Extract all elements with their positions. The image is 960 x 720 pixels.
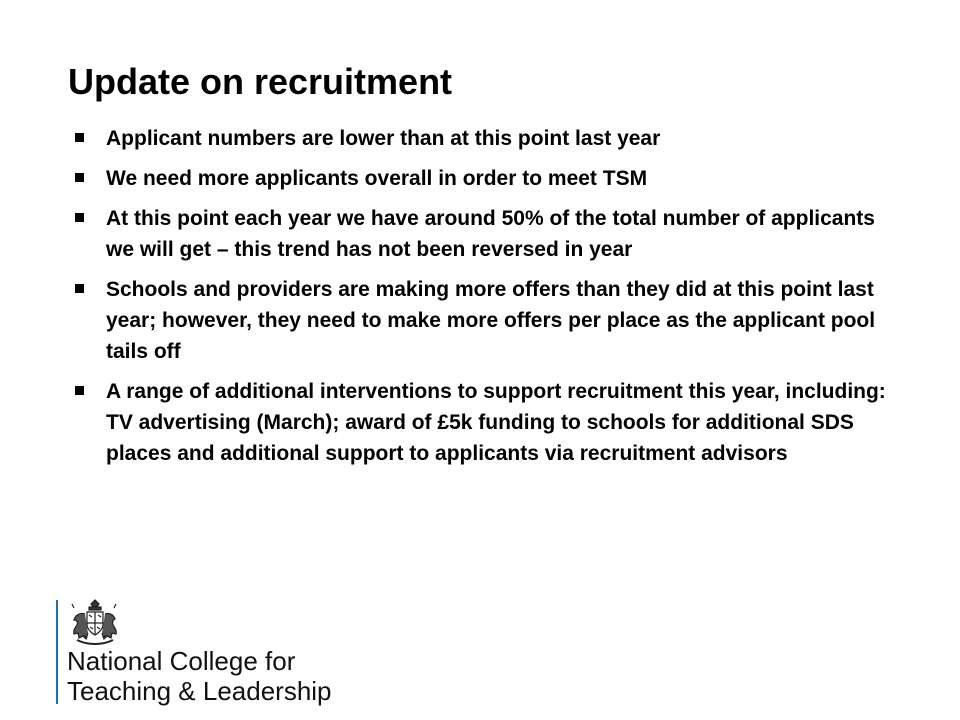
- bullet-text: At this point each year we have around 50% of the total number of applicants we will get – this trend has not been reversed in year: [106, 207, 875, 261]
- bullet-item: [72, 163, 902, 194]
- square-bullet-icon: [75, 133, 84, 142]
- slide-title: Update on recruitment: [68, 61, 453, 102]
- bullet-item: [72, 376, 902, 469]
- bullet-item: [72, 203, 902, 265]
- bullet-text: Schools and providers are making more offers than they did at this point last year; however, they need to make more offers per place as the applicant pool tails off: [106, 278, 876, 363]
- square-bullet-icon: [75, 213, 84, 222]
- bullet-item: [72, 123, 902, 154]
- logo-accent-bar: [56, 600, 58, 704]
- logo-text-line-1: National College for: [67, 646, 296, 676]
- square-bullet-icon: [75, 386, 84, 395]
- square-bullet-icon: [75, 173, 84, 182]
- organisation-logo: [56, 598, 356, 708]
- bullet-list: [72, 123, 902, 478]
- bullet-text: A range of additional interventions to support recruitment this year, including: TV advertising (March); award of £5k funding to schools for additional SDS places and additional support to applicants via recruitment advisors: [106, 380, 886, 465]
- bullet-text: Applicant numbers are lower than at this point last year: [106, 127, 661, 150]
- square-bullet-icon: [75, 284, 84, 293]
- logo-text-line-2: Teaching & Leadership: [67, 676, 332, 706]
- royal-coat-of-arms-icon: [65, 598, 125, 646]
- bullet-text: We need more applicants overall in order to meet TSM: [106, 167, 648, 190]
- bullet-item: [72, 274, 902, 367]
